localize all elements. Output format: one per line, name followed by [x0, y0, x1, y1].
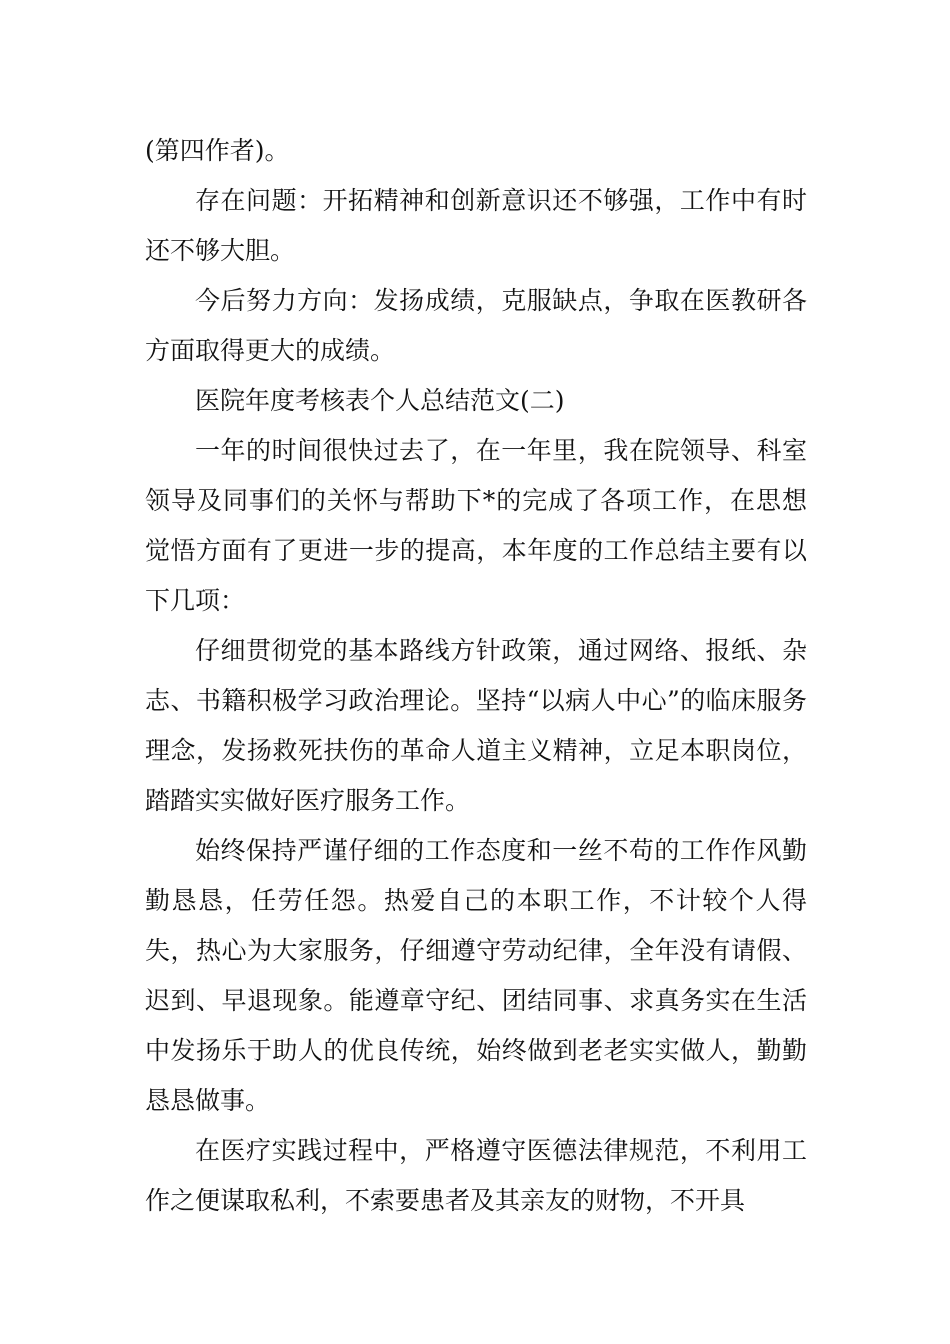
paragraph-problems: 存在问题：开拓精神和创新意识还不够强，工作中有时还不够大胆。 [145, 186, 807, 265]
paragraph-political-study: 仔细贯彻党的基本路线方针政策，通过网络、报纸、杂志、书籍积极学习政治理论。坚持“以病人中心”的临床服务理念，发扬救死扶伤的革命人道主义精神，立足本职岗位，踏踏实实做好医疗服务工作。 [145, 636, 807, 815]
document-body [145, 126, 807, 1226]
section-heading: 医院年度考核表个人总结范文(二) [195, 386, 565, 415]
paragraph-author-note: (第四作者)。 [145, 136, 290, 165]
paragraph-intro: 一年的时间很快过去了，在一年里，我在院领导、科室领导及同事们的关怀与帮助下*的完成了各项工作，在思想觉悟方面有了更进一步的提高，本年度的工作总结主要有以下几项： [145, 436, 807, 615]
paragraph-work-attitude: 始终保持严谨仔细的工作态度和一丝不苟的工作作风勤勤恳恳，任劳任怨。热爱自己的本职工作，不计较个人得失，热心为大家服务，仔细遵守劳动纪律，全年没有请假、迟到、早退现象。能遵章守纪、团结同事、求真务实在生活中发扬乐于助人的优良传统，始终做到老老实实做人，勤勤恳恳做事。 [145, 836, 807, 1115]
paragraph-future-direction: 今后努力方向：发扬成绩，克服缺点，争取在医教研各方面取得更大的成绩。 [145, 286, 807, 365]
paragraph-medical-ethics: 在医疗实践过程中，严格遵守医德法律规范，不利用工作之便谋取私利，不索要患者及其亲友的财物，不开具 [145, 1136, 807, 1215]
